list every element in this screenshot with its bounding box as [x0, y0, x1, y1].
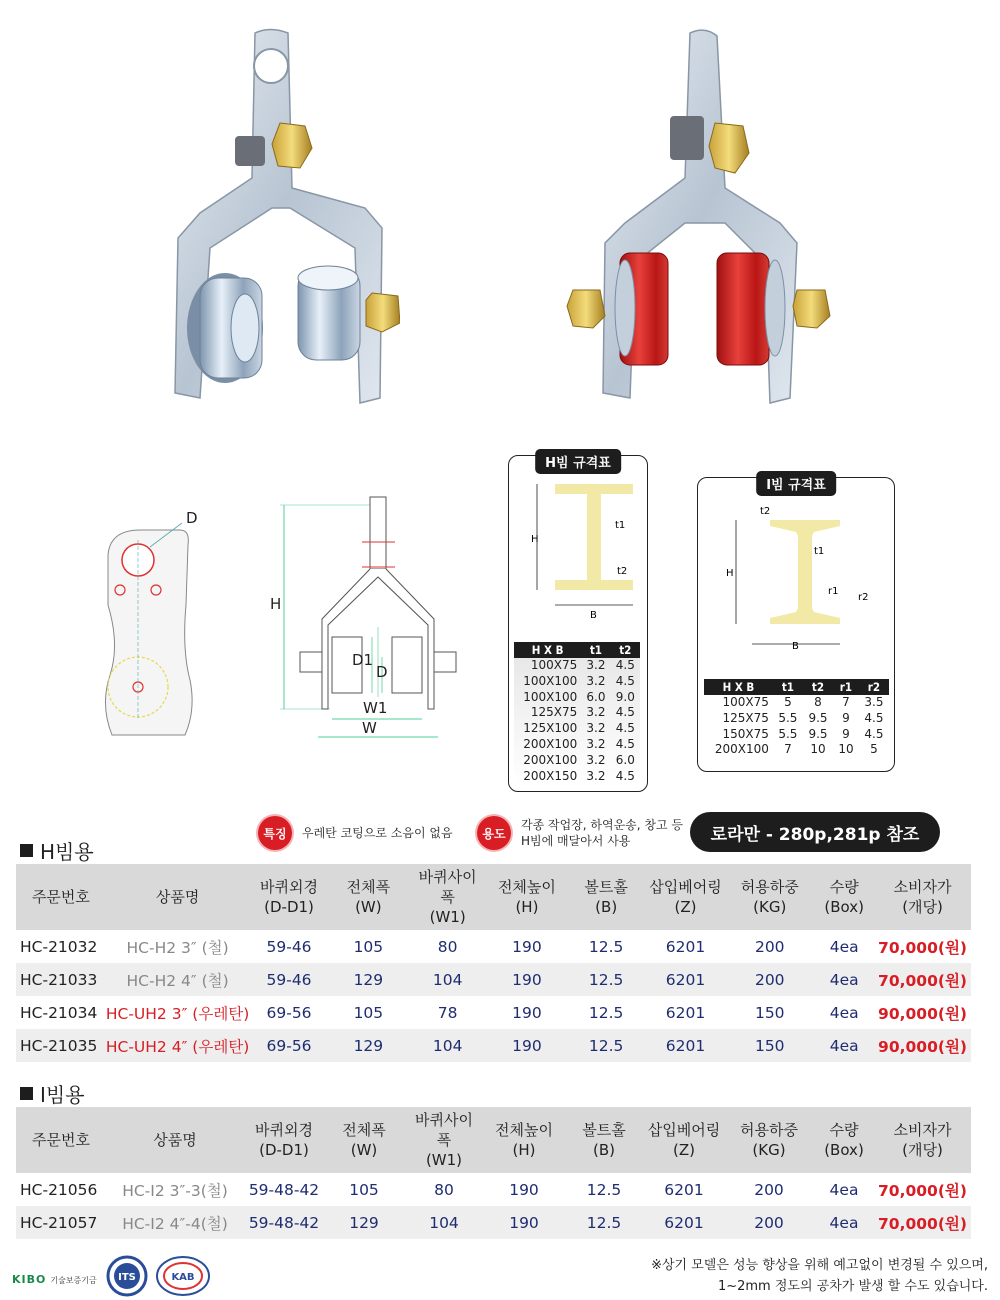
load-cell: 200	[754, 1213, 784, 1232]
bolt-hole-cell: 12.5	[588, 1036, 624, 1055]
i-spec-row: 100X75 5 8 7 3.5	[722, 695, 884, 709]
feature-block	[258, 816, 453, 850]
quantity-cell: 4ea	[829, 1213, 859, 1232]
h-beam-spec-table	[514, 642, 640, 784]
table-header-row	[16, 1107, 971, 1173]
h-spec-row: 200X100 3.2 6.0	[523, 752, 635, 767]
col-header: 바퀴사이 폭 (W1)	[404, 1107, 484, 1173]
wheel-gap-cell: 104	[432, 1036, 463, 1055]
quantity-cell: 4ea	[829, 970, 859, 989]
table-row	[16, 996, 971, 1029]
product-name-cell: HC-I2 3″-3(철)	[122, 1181, 228, 1200]
order-code-cell: HC-21057	[20, 1213, 98, 1232]
i-beam-spec-title: I빔 규격표	[756, 471, 836, 496]
bearing-cell: 6201	[665, 1036, 706, 1055]
load-cell: 200	[754, 937, 785, 956]
kab-logo-text: KAB	[171, 1272, 195, 1283]
h-spec-row: 100X100 3.2 4.5	[523, 673, 635, 688]
h-spec-row: 100X75 3.2 4.5	[530, 658, 635, 672]
kibo-logo-subtext: 기술보증기금	[50, 1276, 97, 1285]
price-cell: 70,000(원)	[878, 938, 968, 957]
total-width-cell: 129	[349, 1213, 379, 1232]
i-beam-t2-label: t2	[760, 506, 771, 517]
col-header: 소비자가 (개당)	[874, 1107, 971, 1173]
kibo-logo-text: KIBO	[12, 1273, 47, 1286]
i-product-table	[16, 1107, 971, 1239]
h-beam-spec-title: H빔 규격표	[535, 449, 621, 474]
col-header: 전체폭 (W)	[324, 1107, 404, 1173]
product-name-cell: HC-UH2 3″ (우레탄)	[105, 1004, 250, 1023]
i-spec-header: t2	[803, 679, 833, 695]
i-spec-header: H X B	[704, 679, 773, 695]
h-beam-h-label: H	[531, 534, 539, 545]
usage-text-line2: H빔에 매달아서 사용	[521, 834, 631, 848]
col-header: 볼트홀 (B)	[564, 1107, 644, 1173]
wheel-gap-cell: 80	[434, 1180, 454, 1199]
h-spec-row: 100X100 6.0 9.0	[523, 689, 635, 704]
price-cell: 90,000(원)	[878, 1004, 968, 1023]
load-cell: 150	[754, 1003, 785, 1022]
i-spec-row: 200X100 7 10 10 5	[714, 742, 878, 757]
total-height-cell: 190	[509, 1213, 539, 1232]
quantity-cell: 4ea	[829, 1036, 859, 1055]
price-cell: 70,000(원)	[878, 971, 968, 990]
feature-badge: 특징	[258, 816, 292, 850]
wheel-gap-cell: 78	[437, 1003, 458, 1022]
order-code-cell: HC-21032	[20, 937, 98, 956]
col-header: 전체높이 (H)	[487, 864, 566, 930]
i-spec-row: 150X75 5.5 9.5 9 4.5	[722, 726, 884, 741]
i-section-title-text: I빔용	[40, 1083, 85, 1107]
side-plate-drawing	[100, 505, 200, 745]
front-view-drawing	[270, 497, 470, 742]
col-header: 수량 (Box)	[814, 1107, 874, 1173]
wheel-diameter-cell: 59-46	[266, 970, 312, 989]
total-width-cell: 105	[353, 937, 384, 956]
h-spec-header: H X B	[514, 642, 581, 658]
bearing-cell: 6201	[665, 937, 706, 956]
col-header: 상품명	[106, 864, 249, 930]
urethane-trolley-photo	[565, 28, 835, 408]
i-beam-h-label: H	[726, 568, 734, 579]
total-width-cell: 105	[353, 1003, 384, 1022]
i-spec-header: r1	[833, 679, 859, 695]
bearing-cell: 6201	[665, 1003, 706, 1022]
price-cell: 70,000(원)	[878, 1214, 967, 1233]
col-header: 바퀴외경 (D-D1)	[244, 1107, 324, 1173]
dim-d-label: D	[376, 663, 388, 681]
usage-text	[521, 817, 683, 849]
h-section-title	[20, 836, 94, 865]
quantity-cell: 4ea	[829, 937, 859, 956]
wheel-gap-cell: 80	[437, 937, 458, 956]
bearing-cell: 6201	[664, 1180, 704, 1199]
bolt-hole-cell: 12.5	[586, 1180, 622, 1199]
h-spec-row: 200X150 3.2 4.5	[523, 768, 635, 783]
quantity-cell: 4ea	[829, 1003, 859, 1022]
i-beam-t1-label: t1	[814, 546, 825, 557]
col-header: 수량 (Box)	[814, 864, 874, 930]
table-row	[16, 1206, 971, 1239]
order-code-cell: HC-21033	[20, 970, 98, 989]
col-header: 허용하중 (KG)	[724, 1107, 814, 1173]
bearing-cell: 6201	[665, 970, 706, 989]
total-height-cell: 190	[512, 1036, 542, 1055]
price-cell: 90,000(원)	[878, 1037, 968, 1056]
product-name-cell: HC-H2 3″ (철)	[126, 938, 229, 957]
quantity-cell: 4ea	[829, 1180, 859, 1199]
total-width-cell: 129	[353, 1036, 384, 1055]
total-height-cell: 190	[512, 937, 542, 956]
h-beam-b-label: B	[590, 610, 597, 621]
table-row	[16, 1173, 971, 1206]
dim-d-top-label: D	[186, 509, 198, 527]
note-line2: 1~2mm 정도의 공차가 발생 할 수도 있습니다.	[717, 1279, 988, 1294]
note-line1: ※상기 모델은 성능 향상을 위해 예고없이 변경될 수 있으며,	[651, 1258, 988, 1273]
h-beam-spec-card	[508, 455, 648, 792]
bolt-hole-cell: 12.5	[588, 937, 624, 956]
i-beam-b-label: B	[792, 641, 799, 652]
total-height-cell: 190	[509, 1180, 539, 1199]
bolt-hole-cell: 12.5	[588, 970, 624, 989]
product-name-cell: HC-H2 4″ (철)	[126, 971, 229, 990]
col-header: 삽입베어링 (Z)	[646, 864, 725, 930]
table-row	[16, 963, 971, 996]
total-height-cell: 190	[512, 970, 542, 989]
load-cell: 200	[754, 970, 785, 989]
col-header: 소비자가 (개당)	[874, 864, 971, 930]
col-header: 전체높이 (H)	[484, 1107, 564, 1173]
bolt-hole-cell: 12.5	[586, 1213, 622, 1232]
col-header: 바퀴외경 (D-D1)	[249, 864, 328, 930]
h-section-title-text: H빔용	[40, 840, 94, 864]
bearing-cell: 6201	[664, 1213, 704, 1232]
order-code-cell: HC-21056	[20, 1180, 98, 1199]
h-beam-t1-label: t1	[615, 520, 626, 531]
product-name-cell: HC-UH2 4″ (우레탄)	[105, 1037, 250, 1056]
price-cell: 70,000(원)	[878, 1181, 967, 1200]
load-cell: 200	[754, 1180, 784, 1199]
dim-w-label: W	[362, 719, 377, 737]
total-height-cell: 190	[512, 1003, 542, 1022]
i-section-title	[20, 1079, 85, 1108]
order-code-cell: HC-21035	[20, 1036, 98, 1055]
disclaimer-note	[651, 1255, 988, 1297]
i-spec-header: r2	[859, 679, 889, 695]
table-header-row	[16, 864, 971, 930]
h-spec-row: 125X75 3.2 4.5	[530, 705, 635, 720]
wheel-diameter-cell: 59-48-42	[248, 1180, 320, 1199]
wheel-diameter-cell: 59-48-42	[248, 1213, 320, 1232]
i-beam-r1-label: r1	[828, 586, 839, 597]
product-name-cell: HC-I2 4″-4(철)	[122, 1214, 228, 1233]
order-code-cell: HC-21034	[20, 1003, 98, 1022]
its-logo-text: ITS	[118, 1272, 136, 1283]
total-width-cell: 105	[349, 1180, 379, 1199]
col-header: 상품명	[106, 1107, 244, 1173]
usage-block	[477, 816, 683, 850]
col-header: 삽입베어링 (Z)	[644, 1107, 724, 1173]
h-spec-row: 125X100 3.2 4.5	[523, 721, 635, 736]
load-cell: 150	[754, 1036, 785, 1055]
dim-w1-label: W1	[363, 699, 388, 717]
i-beam-spec-card	[697, 477, 895, 772]
i-beam-diagram	[712, 504, 887, 654]
h-spec-header: t1	[581, 642, 610, 658]
h-product-table	[16, 864, 971, 1062]
table-row	[16, 1029, 971, 1062]
i-beam-r2-label: r2	[858, 592, 869, 603]
col-header: 볼트홀 (B)	[567, 864, 646, 930]
feature-text: 우레탄 코팅으로 소음이 없음	[302, 826, 453, 840]
col-header: 바퀴사이 폭 (W1)	[408, 864, 487, 930]
i-spec-row: 125X75 5.5 9.5 9 4.5	[722, 710, 884, 725]
total-width-cell: 129	[353, 970, 384, 989]
kab-logo	[155, 1255, 211, 1300]
usage-badge: 용도	[477, 816, 511, 850]
section-square-icon	[20, 1087, 33, 1100]
table-row	[16, 930, 971, 963]
bolt-hole-cell: 12.5	[588, 1003, 624, 1022]
h-spec-row: 200X100 3.2 4.5	[523, 736, 635, 751]
reference-pill: 로라만 - 280p,281p 참조	[690, 812, 940, 852]
wheel-gap-cell: 104	[429, 1213, 459, 1232]
h-beam-t2-label: t2	[617, 566, 628, 577]
col-header: 주문번호	[16, 864, 106, 930]
dim-h-label: H	[270, 595, 282, 613]
wheel-gap-cell: 104	[432, 970, 463, 989]
col-header: 허용하중 (KG)	[725, 864, 814, 930]
h-spec-header: t2	[611, 642, 640, 658]
dim-d1-label: D1	[352, 651, 374, 669]
wheel-diameter-cell: 59-46	[266, 937, 312, 956]
col-header: 전체폭 (W)	[329, 864, 408, 930]
i-spec-header: t1	[773, 679, 803, 695]
kibo-logo	[12, 1273, 97, 1286]
h-beam-diagram	[515, 480, 643, 630]
i-beam-spec-table	[704, 679, 889, 758]
wheel-diameter-cell: 69-56	[266, 1036, 312, 1055]
section-square-icon	[20, 844, 33, 857]
wheel-diameter-cell: 69-56	[266, 1003, 312, 1022]
usage-text-line1: 각종 작업장, 하역운송, 창고 등	[521, 818, 683, 832]
its-logo	[106, 1255, 148, 1300]
steel-trolley-photo	[160, 28, 400, 408]
col-header: 주문번호	[16, 1107, 106, 1173]
